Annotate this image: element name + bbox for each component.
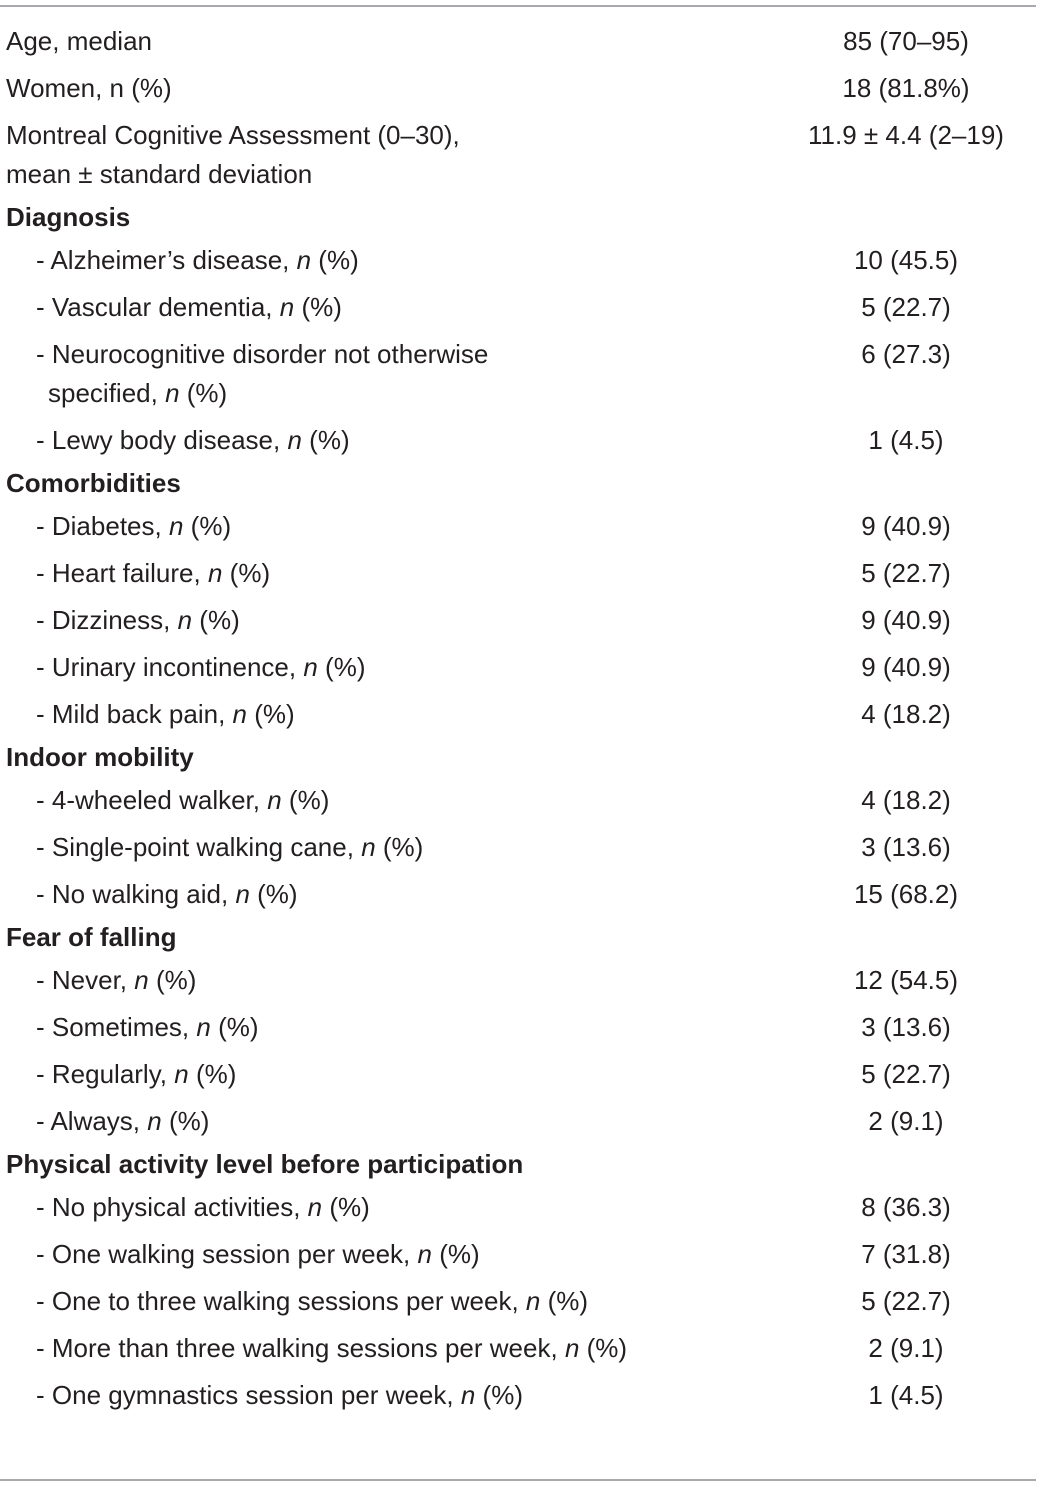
percent-symbol: (%) <box>188 1059 237 1089</box>
row-label <box>0 550 726 597</box>
row-label <box>0 1278 726 1325</box>
table-row <box>0 1004 1036 1051</box>
row-label <box>0 1051 726 1098</box>
row-label <box>0 1372 726 1419</box>
row-label-text: - Always, <box>36 1106 141 1136</box>
row-label <box>0 284 726 331</box>
section-header-row <box>0 1145 1036 1184</box>
row-label <box>0 18 726 65</box>
percent-symbol: (%) <box>249 879 298 909</box>
row-label <box>0 824 726 871</box>
row-label-text: - Urinary incontinence, <box>36 652 297 682</box>
count-symbol: n <box>134 965 149 995</box>
row-label <box>0 1004 726 1051</box>
table-row <box>0 957 1036 1004</box>
section-header <box>0 918 726 957</box>
row-label-text: - Alzheimer’s disease, <box>36 245 290 275</box>
section-header-row <box>0 464 1036 503</box>
percent-symbol: (%) <box>475 1380 523 1410</box>
row-value: 4 (18.2) <box>861 699 951 729</box>
count-symbol: n <box>232 699 248 729</box>
row-value: 2 (9.1) <box>868 1333 944 1363</box>
row-label-text: - Heart failure, <box>36 558 201 588</box>
table-top-rule <box>0 5 1036 7</box>
row-value: 5 (22.7) <box>861 292 951 322</box>
row-value: 6 (27.3) <box>861 339 951 369</box>
row-label-line2 <box>36 374 726 413</box>
row-value: 12 (54.5) <box>853 965 959 995</box>
count-symbol: n <box>168 511 184 541</box>
row-value: 2 (9.1) <box>868 1106 944 1136</box>
row-label-text: Physical activity level before participation <box>6 1149 524 1179</box>
row-value: 18 (81.8%) <box>842 73 970 103</box>
table-row <box>0 237 1036 284</box>
count-symbol: n <box>287 425 302 455</box>
row-value: 4 (18.2) <box>861 785 951 815</box>
section-header-row <box>0 198 1036 237</box>
table-row <box>0 331 1036 417</box>
row-label <box>0 691 726 738</box>
percent-symbol: (%) <box>179 378 228 408</box>
count-symbol: n <box>296 245 312 275</box>
table-row <box>0 18 1036 65</box>
row-label-line1: - Neurocognitive disorder not otherwise <box>36 339 489 369</box>
table-row <box>0 503 1036 550</box>
row-value: 1 (4.5) <box>868 1380 944 1410</box>
row-value: 7 (31.8) <box>861 1239 951 1269</box>
row-label-text: - More than three walking sessions per week, <box>36 1333 558 1363</box>
row-label-text: - Sometimes, <box>36 1012 190 1042</box>
row-label-text: - One walking session per week, <box>36 1239 411 1269</box>
section-header <box>0 1145 726 1184</box>
row-value: 3 (13.6) <box>861 1012 951 1042</box>
row-value: 1 (4.5) <box>868 425 944 455</box>
percent-symbol: (%) <box>148 965 197 995</box>
table-row <box>0 1184 1036 1231</box>
row-label <box>0 503 726 550</box>
row-value: 5 (22.7) <box>861 1059 951 1089</box>
row-value: 3 (13.6) <box>861 832 951 862</box>
row-value <box>726 738 1036 777</box>
row-label-text: - No physical activities, <box>36 1192 301 1222</box>
count-symbol: n <box>417 1239 432 1269</box>
percent-symbol: (%) <box>432 1239 480 1269</box>
table-row <box>0 65 1036 112</box>
row-label-text: - One gymnastics session per week, <box>36 1380 454 1410</box>
row-label-text: - No walking aid, <box>36 879 229 909</box>
table-row <box>0 644 1036 691</box>
row-value: 9 (40.9) <box>861 605 951 635</box>
percent-symbol: (%) <box>161 1106 210 1136</box>
count-symbol: n <box>279 292 295 322</box>
count-symbol: n <box>147 1106 162 1136</box>
row-label <box>0 597 726 644</box>
section-header-row <box>0 738 1036 777</box>
percent-symbol: (%) <box>183 511 232 541</box>
row-label <box>0 1325 726 1372</box>
table-row <box>0 1051 1036 1098</box>
table-bottom-rule <box>0 1479 1036 1481</box>
row-value: 10 (45.5) <box>853 245 959 275</box>
row-label <box>0 417 726 464</box>
row-label-text: - Diabetes, <box>36 511 162 541</box>
row-value <box>726 1145 1036 1184</box>
table-row <box>0 1278 1036 1325</box>
count-symbol: n <box>235 879 250 909</box>
row-label-text: - Mild back pain, <box>36 699 226 729</box>
row-label-text: Women, n (%) <box>6 73 172 103</box>
row-label-text: - Single-point walking cane, <box>36 832 354 862</box>
count-symbol: n <box>460 1380 476 1410</box>
count-symbol: n <box>303 652 318 682</box>
percent-symbol: (%) <box>192 605 240 635</box>
row-label <box>0 644 726 691</box>
percent-symbol: (%) <box>317 652 366 682</box>
table-row <box>0 1098 1036 1145</box>
row-label-text: Comorbidities <box>6 468 181 498</box>
row-label <box>0 777 726 824</box>
row-label-text: - Dizziness, <box>36 605 171 635</box>
row-value: 9 (40.9) <box>861 652 951 682</box>
row-value <box>726 198 1036 237</box>
section-header-row <box>0 918 1036 957</box>
row-label <box>0 871 726 918</box>
row-label-line2 <box>6 155 726 194</box>
percent-symbol: (%) <box>281 785 330 815</box>
table-row <box>0 284 1036 331</box>
table-row <box>0 597 1036 644</box>
row-value: 85 (70–95) <box>843 26 969 56</box>
section-header <box>0 464 726 503</box>
row-label <box>0 1231 726 1278</box>
characteristics-table <box>0 18 1036 1419</box>
row-value: 9 (40.9) <box>861 511 951 541</box>
row-label-text: Age, median <box>6 26 152 56</box>
section-header <box>0 738 726 777</box>
count-symbol: n <box>165 378 180 408</box>
row-label-text: Diagnosis <box>6 202 131 232</box>
count-symbol: n <box>174 1059 189 1089</box>
percent-symbol: (%) <box>375 832 424 862</box>
row-value: 15 (68.2) <box>853 879 959 909</box>
row-label <box>0 1184 726 1231</box>
row-label <box>0 112 726 198</box>
count-symbol: n <box>307 1192 323 1222</box>
row-value: 8 (36.3) <box>861 1192 951 1222</box>
count-symbol: n <box>196 1012 211 1042</box>
table-row <box>0 824 1036 871</box>
table-row <box>0 1325 1036 1372</box>
row-label <box>0 331 726 417</box>
percent-symbol: (%) <box>540 1286 589 1316</box>
count-symbol: n <box>177 605 193 635</box>
row-label-text: - Never, <box>36 965 128 995</box>
percent-symbol: (%) <box>301 425 350 455</box>
row-value <box>726 464 1036 503</box>
percent-symbol: (%) <box>294 292 342 322</box>
table-row <box>0 1231 1036 1278</box>
row-value: 5 (22.7) <box>861 558 951 588</box>
row-label <box>0 237 726 284</box>
row-label <box>0 1098 726 1145</box>
percent-symbol: (%) <box>210 1012 259 1042</box>
percent-symbol: (%) <box>311 245 359 275</box>
table-row <box>0 871 1036 918</box>
count-symbol: n <box>525 1286 541 1316</box>
row-label-text: Fear of falling <box>6 922 177 952</box>
percent-symbol: (%) <box>579 1333 628 1363</box>
row-label-text: - Regularly, <box>36 1059 168 1089</box>
row-value <box>726 918 1036 957</box>
row-label-line1: Montreal Cognitive Assessment (0–30), <box>6 120 460 150</box>
table-row <box>0 777 1036 824</box>
row-label-text: - One to three walking sessions per week, <box>36 1286 519 1316</box>
table-row <box>0 691 1036 738</box>
row-label-text: - 4-wheeled walker, <box>36 785 260 815</box>
row-label-text: - Lewy body disease, <box>36 425 281 455</box>
count-symbol: n <box>207 558 223 588</box>
percent-symbol: (%) <box>322 1192 370 1222</box>
table-row <box>0 1372 1036 1419</box>
row-label-text: Indoor mobility <box>6 742 194 772</box>
row-value: 11.9 ± 4.4 (2–19) <box>808 120 1004 150</box>
row-label-text: - Vascular dementia, <box>36 292 273 322</box>
row-label-line2-text: specified, <box>48 378 158 408</box>
percent-symbol: (%) <box>247 699 295 729</box>
row-label-line2-text: mean ± standard deviation <box>6 159 313 189</box>
table-row <box>0 112 1036 198</box>
count-symbol: n <box>564 1333 580 1363</box>
table-row <box>0 550 1036 597</box>
row-value: 5 (22.7) <box>861 1286 951 1316</box>
count-symbol: n <box>267 785 282 815</box>
row-label <box>0 957 726 1004</box>
count-symbol: n <box>361 832 376 862</box>
table-row <box>0 417 1036 464</box>
row-label <box>0 65 726 112</box>
percent-symbol: (%) <box>222 558 271 588</box>
section-header <box>0 198 726 237</box>
